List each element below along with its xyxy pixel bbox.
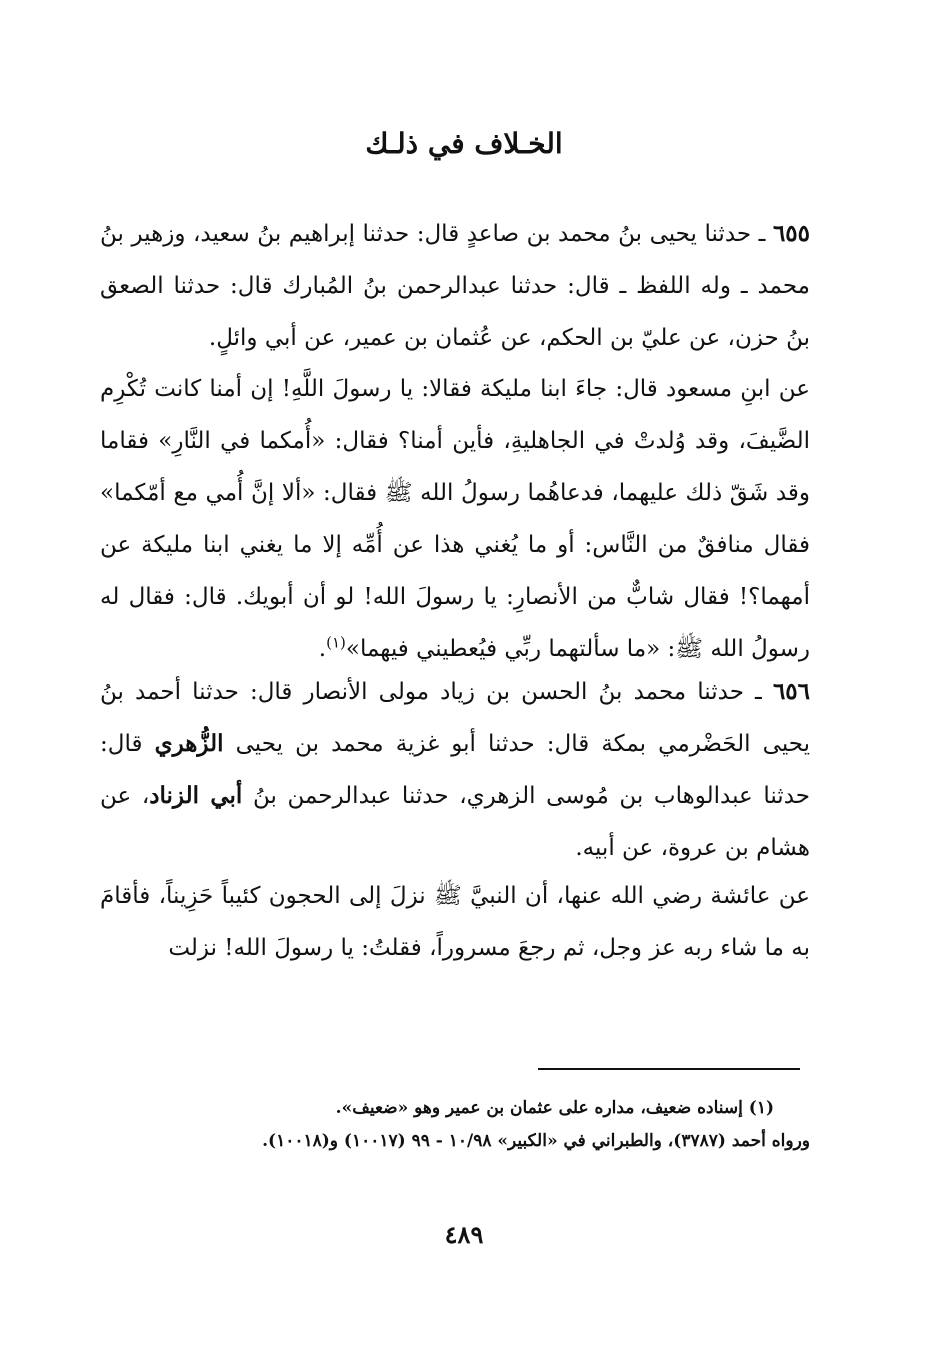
narrator-name-bold: الزُّهري <box>154 730 224 757</box>
hadith-656-isnad <box>100 666 810 874</box>
hadith-number: ٦٥٦ <box>772 678 810 705</box>
page-title: الخـلاف في ذلـك <box>365 127 563 160</box>
isnad-text: قال: حدثنا عبدالوهاب بن مُوسى الزهري، حدثنا عبدالرحمن بنُ <box>100 731 810 809</box>
footnote-divider <box>538 1068 800 1070</box>
narrator-name-bold: أبي الزناد <box>149 782 243 809</box>
footnote-1: (١) إسناده ضعيف، مداره على عثمان بن عمير وهو «ضعيف». <box>335 1098 774 1118</box>
hadith-656-matn: عن عائشة رضي الله عنها، أن النبيَّ ﷺ نزلَ إلى الحجون كئيباً حَزِيناً، فأقامَ به ما شاء ربه عز وجل، ثم رجعَ مسروراً، فقلتُ: يا رسولَ الله! نزلت <box>100 883 810 961</box>
footnote-marker: (١) <box>326 633 346 652</box>
hadith-655-matn <box>100 363 810 675</box>
page-number: ٤٨٩ <box>444 1220 484 1249</box>
sentence-end: . <box>318 636 327 662</box>
footnotes <box>100 1092 810 1158</box>
matn-text: عن ابنِ مسعود قال: جاءَ ابنا مليكة فقالا: يا رسولَ اللَّهِ! إن أمنا كانت تُكْرِم الضَّيفَ، وقد وُلدتْ في الجاهليةِ، فأين أمنا؟ فقال: «أُمكما في النَّارِ» فقاما وقد شَقّ ذلك عليهما، فدعاهُما رسولُ الله ﷺ فقال: «ألا إنَّ أُمي مع أمّكما» فقال منافقٌ من النَّاس: أو ما يُغني هذا عن أُمِّه إلا ما يغني ابنا مليكة عن أمهما؟! فقال شابٌّ من الأنصارِ: يا رسولَ الله! لو أن أبويك. قال: فقال له رسولُ الله ﷺ: «ما سألتهما ربِّي فيُعطيني فيهما» <box>100 376 810 662</box>
isnad-text: ـ حدثنا يحيى بنُ محمد بن صاعدٍ قال: حدثنا إبراهيم بنُ سعيد، وزهير بنُ محمد ـ وله اللفظ ـ قال: حدثنا عبدالرحمن بنُ المُبارك قال: حدثنا الصعق بنُ حزن، عن عليّ بن الحكم، عن عُثمان بن عمير، عن أبي وائلٍ. <box>100 221 810 351</box>
hadith-number: ٦٥٥ <box>772 220 811 247</box>
footnote-1-continued: ورواه أحمد (٣٧٨٧)، والطبراني في «الكبير» ١٠/٩٨ - ٩٩ (١٠٠١٧) و(١٠٠١٨). <box>262 1131 810 1151</box>
isnad-text: ـ حدثنا محمد بنُ الحسن بن زياد مولى الأنصار قال: حدثنا أحمد بنُ يحيى الحَضْرمي بمكة قال: حدثنا أبو غزية محمد بن يحيى <box>100 679 811 757</box>
hadith-655-isnad <box>100 208 810 364</box>
isnad-text: ، عن هشام بن عروة، عن أبيه. <box>100 783 810 861</box>
